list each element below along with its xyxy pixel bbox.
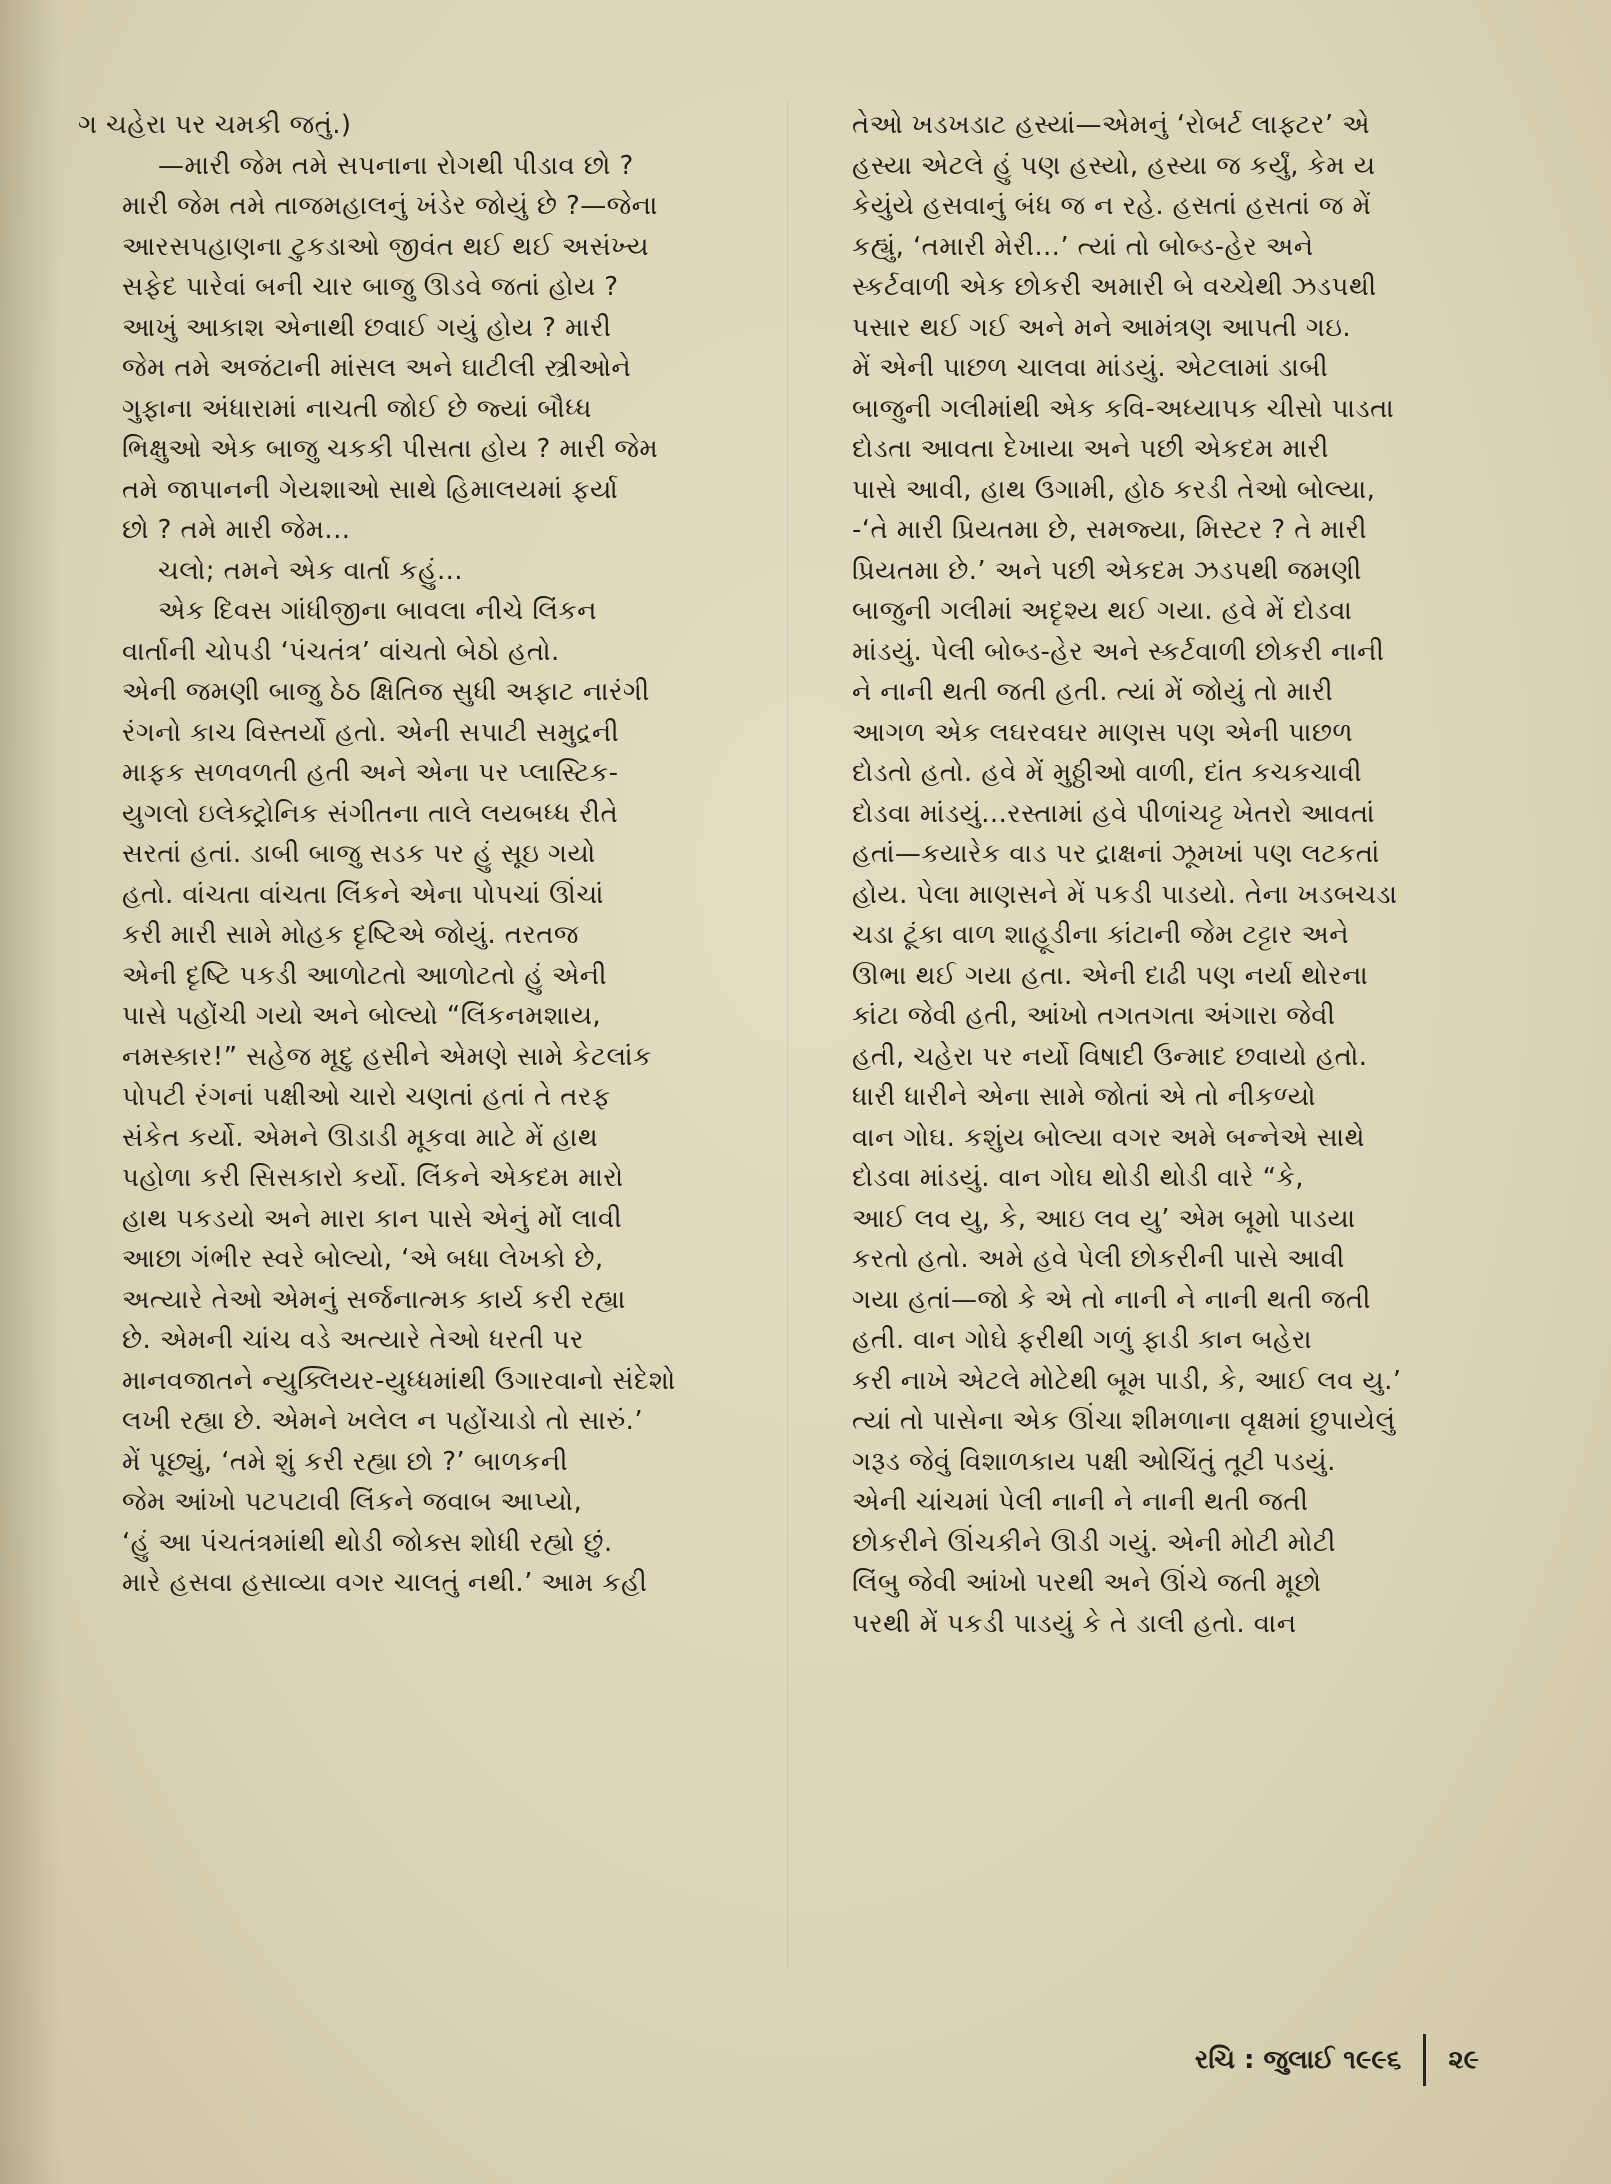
text-line: માફક સળવળતી હતી અને એના પર પ્લાસ્ટિક- [122, 758, 619, 788]
text-line: મેં પૂછ્યું, ‘તમે શું કરી રહ્યા છો ?’ બાળકની [122, 1446, 569, 1477]
text-line: મારે હસવા હસાવ્યા વગર ચાલતું નથી.’ આમ કહી [122, 1568, 648, 1598]
page-number: ૨૯ [1448, 2044, 1479, 2075]
text-line: માનવજાતને ન્યુક્લિયર-યુધ્ધમાંથી ઉગારવાનો સંદેશો [122, 1365, 676, 1396]
text-line: વાન ગોઘ. કશુંય બોલ્યા વગર અમે બન્નેએ સાથે [852, 1122, 1365, 1153]
text-line: -‘તે મારી પ્રિયતમા છે, સમજ્યા, મિસ્ટર ? તે મારી [852, 515, 1367, 545]
text-line: હાથ પકડયો અને મારા કાન પાસે એનું મોં લાવી [122, 1203, 623, 1234]
text-line: અત્યારે તેઓ એમનું સર્જનાત્મક કાર્ય કરી રહ્યા [122, 1284, 626, 1315]
text-line: મેં એની પાછળ ચાલવા માંડયું. એટલામાં ડાબી [852, 353, 1329, 383]
text-line: હસ્યા એટલે હું પણ હસ્યો, હસ્યા જ કર્યું, કેમ ય [852, 150, 1376, 181]
text-line: —મારી જેમ તમે સપનાના રોગથી પીડાવ છો ? [158, 150, 634, 181]
text-line: ધારી ધારીને એના સામે જોતાં એ તો નીકળ્યો [852, 1082, 1316, 1112]
text-line: કરી મારી સામે મોહક દૃષ્ટિએ જોયું. તરતજ [122, 920, 579, 950]
text-line: મારી જેમ તમે તાજમહાલનું ખંડેર જોયું છે ?—જેના [122, 191, 658, 221]
right-text-column [808, 105, 1488, 1644]
text-line: પાસે પહોંચી ગયો અને બોલ્યો “લિંકનમશાય, [122, 1001, 602, 1031]
text-line: હતી, ચહેરા પર નર્યો વિષાદી ઉન્માદ છવાયો હતો. [852, 1041, 1368, 1072]
text-line: રંગનો કાચ વિસ્તર્યો હતો. એની સપાટી સમુદ્રની [122, 717, 620, 748]
text-line: હતો. વાંચતા વાંચતા લિંકને એના પોપચાં ઊંચાં [122, 879, 604, 910]
text-line: છે. એમની ચાંચ વડે અત્યારે તેઓ ધરતી પર [122, 1325, 584, 1355]
text-line: એની ચાંચમાં પેલી નાની ને નાની થતી જતી [852, 1487, 1309, 1517]
text-line: ગુફાના અંધારામાં નાચતી જોઈ છે જ્યાં બૌધ્ધ [122, 393, 592, 424]
text-line: પોપટી રંગનાં પક્ષીઓ ચારો ચણતાં હતાં તે તરફ [122, 1082, 611, 1112]
text-line: ચલો; તમને એક વાર્તા કહું... [158, 555, 463, 586]
text-line: પહોળા કરી સિસકારો કર્યો. લિંકને એકદમ મારો [122, 1163, 624, 1193]
text-line: પાસે આવી, હાથ ઉગામી, હોઠ કરડી તેઓ બોલ્યા, [852, 474, 1376, 505]
text-line: આરસપહાણના ટુકડાઓ જીવંત થઈ થઈ અસંખ્ય [122, 231, 649, 262]
left-text-column [78, 105, 768, 1604]
text-line: પરથી મેં પકડી પાડયું કે તે ડાલી હતો. વાન [852, 1608, 1297, 1639]
text-line: આઈ લવ યુ, કે, આઇ લવ યુ’ એમ બૂમો પાડયા [852, 1203, 1356, 1234]
text-line: ગયા હતાં—જો કે એ તો નાની ને નાની થતી જતી [852, 1284, 1371, 1315]
text-line: ભિક્ષુઓ એક બાજુ ચકકી પીસતા હોય ? મારી જેમ [122, 434, 659, 464]
footer-separator [1423, 2034, 1426, 2086]
text-line: દોડવા માંડયું...રસ્તામાં હવે પીળાંચટ્ટ ખેતરો આવતાં [852, 798, 1375, 829]
magazine-issue-label: રચિ : જુલાઈ ૧૯૯૬ [1194, 2044, 1402, 2075]
text-line: નમસ્કાર!” સહેજ મૃદુ હસીને એમણે સામે કેટલાંક [122, 1041, 652, 1072]
text-line: યુગલો ઇલેક્ટ્રોનિક સંગીતના તાલે લયબધ્ધ રીતે [122, 798, 619, 829]
text-line: ‘હું આ પંચતંત્રમાંથી થોડી જોક્સ શોધી રહ્યો છું. [122, 1527, 613, 1558]
text-line: પસાર થઈ ગઈ અને મને આમંત્રણ આપતી ગઇ. [852, 312, 1352, 343]
text-line: હતાં—કયારેક વાડ પર દ્રાક્ષનાં ઝૂમખાં પણ લટકતાં [852, 839, 1380, 869]
text-line: સરતાં હતાં. ડાબી બાજુ સડક પર હું સૂઇ ગયો [122, 839, 596, 869]
page-footer [1195, 2030, 1479, 2090]
text-line: કરતો હતો. અમે હવે પેલી છોકરીની પાસે આવી [852, 1244, 1345, 1274]
text-line: વાર્તાની ચોપડી ‘પંચતંત્ર’ વાંચતો બેઠો હતો. [122, 636, 560, 667]
text-line: ને નાની થતી જતી હતી. ત્યાં મેં જોયું તો મારી [852, 677, 1334, 707]
text-line: પ્રિયતમા છે.’ અને પછી એકદમ ઝડપથી જમણી [852, 555, 1362, 586]
text-line: હતી. વાન ગોઘે ફરીથી ગળું ફાડી કાન બહેરા [852, 1325, 1313, 1355]
text-line: બાજુની ગલીમાંથી એક કવિ-અધ્યાપક ચીસો પાડતા [852, 393, 1395, 424]
text-line: દોડતા આવતા દેખાયા અને પછી એકદમ મારી [852, 434, 1329, 464]
text-line: એની જમણી બાજુ ઠેઠ ક્ષિતિજ સુધી અફાટ નારંગી [122, 677, 650, 707]
text-line: દોડવા માંડયું. વાન ગોઘ થોડી થોડી વારે “કે, [852, 1163, 1304, 1193]
text-line: કરી નાખે એટલે મોટેથી બૂમ પાડી, કે, આઈ લવ યુ.’ [852, 1365, 1402, 1396]
text-line: જેમ તમે અજંટાની માંસલ અને ઘાટીલી સ્ત્રીઓને [122, 353, 632, 383]
text-line: છોકરીને ઊંચકીને ઊડી ગયું. એની મોટી મોટી [852, 1527, 1336, 1558]
text-line: આખું આકાશ એનાથી છવાઈ ગયું હોય ? મારી [122, 312, 612, 343]
text-line: જેમ આંખો પટપટાવી લિંકને જવાબ આપ્યો, [122, 1487, 583, 1517]
text-line: ચડા ટૂંકા વાળ શાહૂડીના કાંટાની જેમ ટટ્ટાર અને [852, 920, 1349, 950]
text-line: ત્યાં તો પાસેના એક ઊંચા શીમળાના વૃક્ષમાં છુપાયેલું [852, 1406, 1396, 1436]
text-line: આછા ગંભીર સ્વરે બોલ્યો, ‘એ બધા લેખકો છે, [122, 1244, 604, 1274]
column-gutter [787, 100, 788, 1970]
text-line: છો ? તમે મારી જેમ... [122, 515, 351, 545]
text-line: કેયુંયે હસવાનું બંધ જ ન રહે. હસતાં હસતાં જ મેં [852, 191, 1372, 221]
text-line: ઊભા થઈ ગયા હતા. એની દાઢી પણ નર્યા થોરના [852, 960, 1369, 991]
text-line: આગળ એક લઘરવઘર માણસ પણ એની પાછળ [852, 717, 1354, 748]
text-line: એની દૃષ્ટિ પકડી આળોટતો આળોટતો હું એની [122, 960, 607, 991]
text-line: માંડયું. પેલી બોબ્ડ-હેર અને સ્કર્ટવાળી છોકરી નાની [852, 636, 1385, 667]
text-line: તેઓ ખડખડાટ હસ્યાં—એમનું ‘રોબર્ટ લાફ્ટર’ એ [852, 110, 1370, 140]
text-line: કહ્યું, ‘તમારી મેરી...’ ત્યાં તો બોબ્ડ-હેર અને [852, 231, 1314, 262]
text-line: તમે જાપાનની ગેયશાઓ સાથે હિમાલયમાં ફર્યા [122, 474, 619, 505]
text-line: દોડતો હતો. હવે મેં મુઠ્ઠીઓ વાળી, દાંત કચકચાવી [852, 758, 1362, 788]
text-line: લખી રહ્યા છે. એમને ખલેલ ન પહોંચાડો તો સારું.’ [122, 1406, 643, 1436]
text-line: ગ ચહેરા પર ચમકી જતું.) [78, 110, 352, 140]
text-line: ગરૂડ જેવું વિશાળકાય પક્ષી ઓચિંતું તૂટી પડયું. [852, 1446, 1336, 1477]
text-line: સ્કર્ટવાળી એક છોકરી અમારી બે વચ્ચેથી ઝડપથી [852, 272, 1377, 302]
text-line: સફેદ પારેવાં બની ચાર બાજુ ઊડવે જતાં હોય ? [122, 272, 619, 302]
text-line: કાંટા જેવી હતી, આંખો તગતગતા અંગારા જેવી [852, 1001, 1336, 1031]
text-line: હોય. પેલા માણસને મેં પકડી પાડયો. તેના ખડબચડા [852, 879, 1398, 910]
text-line: બાજુની ગલીમાં અદૃશ્ય થઈ ગયા. હવે મેં દોડવા [852, 596, 1353, 626]
text-line: એક દિવસ ગાંધીજીના બાવલા નીચે લિંકન [158, 596, 597, 626]
text-line: લિંબુ જેવી આંખો પરથી અને ઊંચે જતી મૂછો [852, 1568, 1322, 1598]
text-line: સંકેત કર્યો. એમને ઊડાડી મૂકવા માટે મેં હાથ [122, 1122, 599, 1153]
